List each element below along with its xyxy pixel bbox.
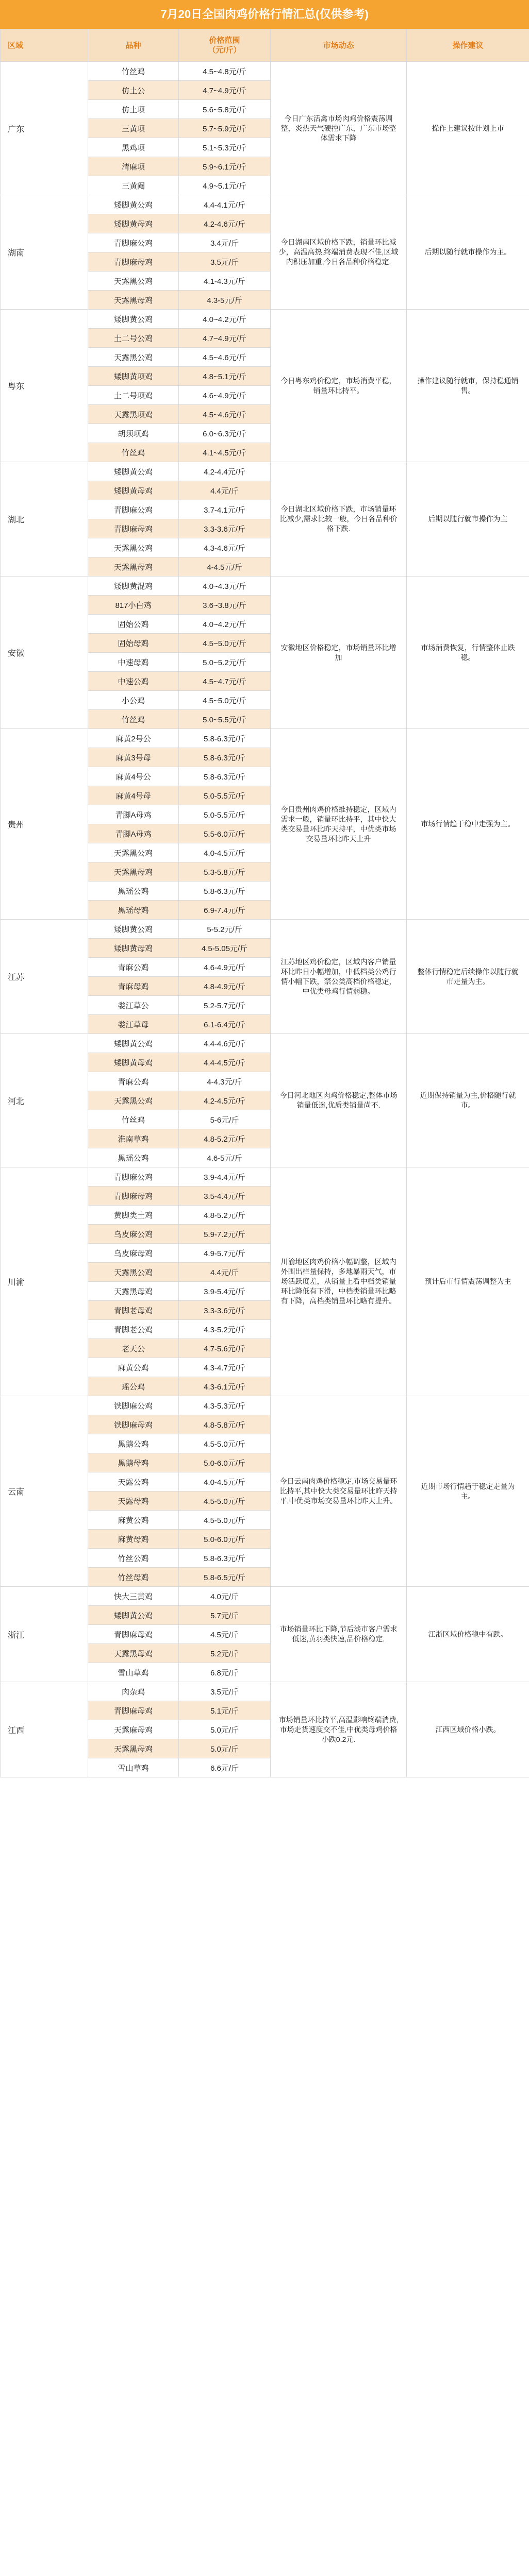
product-cell: 天露黑母鸡 [88, 557, 179, 577]
price-cell: 4.0元/斤 [179, 1587, 271, 1606]
product-cell: 土二号项鸡 [88, 386, 179, 405]
product-cell: 麻黄3号母 [88, 748, 179, 767]
price-cell: 4.2-4.6元/斤 [179, 214, 271, 233]
product-cell: 娄江草母 [88, 1015, 179, 1034]
price-cell: 4.5~4.6元/斤 [179, 405, 271, 424]
region-cell: 浙江 [1, 1587, 88, 1682]
product-cell: 矮脚黄公鸡 [88, 462, 179, 481]
advice-cell: 后期以随行就市操作为主 [407, 462, 529, 577]
product-cell: 乌皮麻公鸡 [88, 1225, 179, 1244]
market-trend-cell: 市场销量环比下降,节后淡市客户需求低迷,黄羽类快速,品价格稳定. [271, 1587, 407, 1682]
page-title: 7月20日全国肉鸡价格行情汇总(仅供参考) [0, 0, 529, 29]
table-row [1, 729, 529, 748]
price-cell: 5.8-6.5元/斤 [179, 1568, 271, 1587]
price-cell: 3.5元/斤 [179, 252, 271, 272]
product-cell: 天露黑母鸡 [88, 1644, 179, 1663]
table-header-row [1, 29, 529, 62]
header-region: 区域 [1, 29, 88, 62]
price-cell: 4.3-6.1元/斤 [179, 1377, 271, 1396]
price-cell: 3.3-3.6元/斤 [179, 519, 271, 538]
product-cell: 青脚A母鸡 [88, 824, 179, 843]
price-cell: 4.9-5.7元/斤 [179, 1244, 271, 1263]
price-cell: 4.7-5.6元/斤 [179, 1339, 271, 1358]
product-cell: 麻黄4号公 [88, 767, 179, 786]
product-cell: 三黄阉 [88, 176, 179, 195]
advice-cell: 江西区域价格小跌。 [407, 1682, 529, 1777]
product-cell: 青脚麻公鸡 [88, 233, 179, 252]
price-cell: 5.5-6.0元/斤 [179, 824, 271, 843]
price-cell: 4.4-4.6元/斤 [179, 1034, 271, 1053]
product-cell: 青脚老公鸡 [88, 1320, 179, 1339]
product-cell: 青脚麻母鸡 [88, 1187, 179, 1206]
market-trend-cell: 市场销量环比持平,高温影响终端消费,市场走货速度交不佳,中优类母鸡价格小跌0.2元. [271, 1682, 407, 1777]
table-row [1, 62, 529, 81]
table-row [1, 195, 529, 214]
product-cell: 固始母鸡 [88, 634, 179, 653]
price-cell: 4.8-5.8元/斤 [179, 1415, 271, 1434]
price-cell: 3.9-4.4元/斤 [179, 1167, 271, 1187]
product-cell: 矮脚黄混鸡 [88, 577, 179, 596]
price-cell: 5.7元/斤 [179, 1606, 271, 1625]
product-cell: 青脚老母鸡 [88, 1301, 179, 1320]
advice-cell: 整体行情稳定后续操作以随行就市走量为主。 [407, 920, 529, 1034]
price-cell: 6.0~6.3元/斤 [179, 424, 271, 443]
product-cell: 青麻公鸡 [88, 958, 179, 977]
product-cell: 矮脚黄公鸡 [88, 195, 179, 214]
price-cell: 4.3-4.7元/斤 [179, 1358, 271, 1377]
product-cell: 黄脚类土鸡 [88, 1206, 179, 1225]
product-cell: 天露母鸡 [88, 1492, 179, 1511]
price-cell: 5.2元/斤 [179, 1644, 271, 1663]
product-cell: 麻黄公鸡 [88, 1511, 179, 1530]
product-cell: 青脚麻公鸡 [88, 500, 179, 519]
price-cell: 5.0~5.2元/斤 [179, 653, 271, 672]
price-cell: 5.8-6.3元/斤 [179, 767, 271, 786]
price-cell: 5.8-6.3元/斤 [179, 729, 271, 748]
product-cell: 固始公鸡 [88, 615, 179, 634]
price-cell: 3.4元/斤 [179, 233, 271, 252]
table-row [1, 920, 529, 939]
price-cell: 4.5-5.0元/斤 [179, 1511, 271, 1530]
price-cell: 5.0-6.0元/斤 [179, 1530, 271, 1549]
region-cell: 湖南 [1, 195, 88, 310]
product-cell: 三黄项 [88, 119, 179, 138]
region-cell: 贵州 [1, 729, 88, 920]
price-cell: 5.8-6.3元/斤 [179, 882, 271, 901]
price-cell: 5.0元/斤 [179, 1739, 271, 1758]
table-row [1, 1167, 529, 1187]
product-cell: 黑瑶公鸡 [88, 882, 179, 901]
price-cell: 5.9-7.2元/斤 [179, 1225, 271, 1244]
region-cell: 江西 [1, 1682, 88, 1777]
product-cell: 817小白鸡 [88, 596, 179, 615]
price-cell: 4-4.5元/斤 [179, 557, 271, 577]
price-cell: 6.9-7.4元/斤 [179, 901, 271, 920]
product-cell: 麻黄4号母 [88, 786, 179, 805]
price-cell: 4.0-4.5元/斤 [179, 1472, 271, 1492]
market-trend-cell: 今日湖北区域价格下跌，市场销量环比减少,需求比较一般，今日各品种价格下跌. [271, 462, 407, 577]
price-cell: 6.1-6.4元/斤 [179, 1015, 271, 1034]
advice-cell: 近期保持销量为主,价格随行就市。 [407, 1034, 529, 1167]
table-row [1, 1034, 529, 1053]
region-cell: 粤东 [1, 310, 88, 462]
price-cell: 4.5-5.05元/斤 [179, 939, 271, 958]
price-cell: 5-6元/斤 [179, 1110, 271, 1129]
header-price-line2: （元/斤） [208, 46, 241, 55]
market-trend-cell: 川渝地区肉鸡价格小幅调整，区域内外围出栏量保持，多地暴雨天气，市场活跃度差，从销量上看中档类销量环比降低有下滑，中档类销量环比略有下降，高档类销量环比略有提升。 [271, 1167, 407, 1396]
product-cell: 竹丝鸡 [88, 710, 179, 729]
product-cell: 仿土公 [88, 81, 179, 100]
price-cell: 4.3-5.3元/斤 [179, 1396, 271, 1415]
product-cell: 竹丝鸡 [88, 62, 179, 81]
price-cell: 4.8~5.1元/斤 [179, 367, 271, 386]
table-row [1, 1396, 529, 1415]
market-trend-cell: 安徽地区价格稳定，市场销量环比增加 [271, 577, 407, 729]
price-cell: 5.6~5.8元/斤 [179, 100, 271, 119]
table-row [1, 462, 529, 481]
product-cell: 天露黑公鸡 [88, 348, 179, 367]
price-cell: 6.6元/斤 [179, 1758, 271, 1777]
product-cell: 黑鹅公鸡 [88, 1434, 179, 1453]
price-cell: 5.0元/斤 [179, 1720, 271, 1739]
region-cell: 湖北 [1, 462, 88, 577]
product-cell: 矮脚黄公鸡 [88, 1606, 179, 1625]
product-cell: 天露黑公鸡 [88, 843, 179, 862]
advice-cell: 预计后市行情震荡调整为主 [407, 1167, 529, 1396]
price-cell: 5.0-6.0元/斤 [179, 1453, 271, 1472]
product-cell: 竹丝鸡 [88, 1110, 179, 1129]
product-cell: 瑶公鸡 [88, 1377, 179, 1396]
price-cell: 4.5~4.6元/斤 [179, 348, 271, 367]
market-trend-cell: 今日贵州肉鸡价格维持稳定，区域内需求一般，销量环比持平，其中快大类交易量环比昨天持平，中优类市场交易量环比昨天上升 [271, 729, 407, 920]
price-cell: 4.8-5.2元/斤 [179, 1206, 271, 1225]
advice-cell: 市场消费恢复，行情整体止跌稳。 [407, 577, 529, 729]
price-cell: 4.0~4.2元/斤 [179, 615, 271, 634]
region-cell: 江苏 [1, 920, 88, 1034]
product-cell: 天露黑母鸡 [88, 1739, 179, 1758]
market-trend-cell: 今日河北地区肉鸡价格稳定,整体市场销量低迷,优质类销量尚不. [271, 1034, 407, 1167]
product-cell: 麻黄公鸡 [88, 1358, 179, 1377]
price-cell: 4.7~4.9元/斤 [179, 81, 271, 100]
product-cell: 天露黑项鸡 [88, 405, 179, 424]
product-cell: 黑鸡项 [88, 138, 179, 157]
product-cell: 青脚麻母鸡 [88, 252, 179, 272]
product-cell: 老天公 [88, 1339, 179, 1358]
advice-cell: 后期以随行就市操作为主。 [407, 195, 529, 310]
price-cell: 3.6~3.8元/斤 [179, 596, 271, 615]
price-cell: 4.0~4.2元/斤 [179, 310, 271, 329]
product-cell: 天露黑母鸡 [88, 1282, 179, 1301]
price-cell: 4.5~5.0元/斤 [179, 634, 271, 653]
price-cell: 4.5~4.8元/斤 [179, 62, 271, 81]
table-body [1, 62, 529, 1777]
price-cell: 4.4-4.5元/斤 [179, 1053, 271, 1072]
price-cell: 5.0-5.5元/斤 [179, 805, 271, 824]
price-cell: 4.0-4.5元/斤 [179, 843, 271, 862]
product-cell: 土二号公鸡 [88, 329, 179, 348]
product-cell: 雪山草鸡 [88, 1663, 179, 1682]
price-cell: 3.9-5.4元/斤 [179, 1282, 271, 1301]
header-market: 市场动态 [271, 29, 407, 62]
price-cell: 5.8-6.3元/斤 [179, 1549, 271, 1568]
price-cell: 4.3-4.6元/斤 [179, 538, 271, 557]
product-cell: 矮脚黄公鸡 [88, 310, 179, 329]
region-cell: 云南 [1, 1396, 88, 1587]
product-cell: 青麻公鸡 [88, 1072, 179, 1091]
header-advice: 操作建议 [407, 29, 529, 62]
price-cell: 3.5-4.4元/斤 [179, 1187, 271, 1206]
product-cell: 矮脚黄公鸡 [88, 920, 179, 939]
price-cell: 4.6-4.9元/斤 [179, 958, 271, 977]
market-trend-cell: 今日湖南区域价格下跌，销量环比减少，高温高热,终端消费表现不佳,区域内积压加重,今日各品种价格稳定. [271, 195, 407, 310]
product-cell: 天露黑公鸡 [88, 272, 179, 291]
table-row [1, 1587, 529, 1606]
product-cell: 中速母鸡 [88, 653, 179, 672]
product-cell: 中速公鸡 [88, 672, 179, 691]
price-cell: 4.8-5.2元/斤 [179, 1129, 271, 1148]
price-cell: 4.6-5元/斤 [179, 1148, 271, 1167]
product-cell: 小公鸡 [88, 691, 179, 710]
price-cell: 4.3-5元/斤 [179, 291, 271, 310]
product-cell: 矮脚黄母鸡 [88, 939, 179, 958]
price-cell: 4.5-5.0元/斤 [179, 1492, 271, 1511]
price-cell: 4.1~4.5元/斤 [179, 443, 271, 462]
product-cell: 青脚麻公鸡 [88, 1167, 179, 1187]
advice-cell: 操作建议随行就市，保持稳通销售。 [407, 310, 529, 462]
price-cell: 4-4.3元/斤 [179, 1072, 271, 1091]
product-cell: 竹丝鸡 [88, 443, 179, 462]
product-cell: 天露黑公鸡 [88, 1263, 179, 1282]
header-product: 品种 [88, 29, 179, 62]
price-cell: 3.5元/斤 [179, 1682, 271, 1701]
region-cell: 川渝 [1, 1167, 88, 1396]
product-cell: 娄江草公 [88, 996, 179, 1015]
price-cell: 4.2-4.5元/斤 [179, 1091, 271, 1110]
product-cell: 铁脚麻母鸡 [88, 1415, 179, 1434]
table-row [1, 310, 529, 329]
product-cell: 雪山草鸡 [88, 1758, 179, 1777]
market-trend-cell: 今日粤东鸡价稳定，市场消费平稳，销量环比持平。 [271, 310, 407, 462]
region-cell: 安徽 [1, 577, 88, 729]
price-cell: 4.9~5.1元/斤 [179, 176, 271, 195]
product-cell: 天露黑公鸡 [88, 538, 179, 557]
price-cell: 5.8-6.3元/斤 [179, 748, 271, 767]
price-cell: 5-5.2元/斤 [179, 920, 271, 939]
price-cell: 5.0-5.5元/斤 [179, 786, 271, 805]
price-cell: 5.2-5.7元/斤 [179, 996, 271, 1015]
product-cell: 黑瑶母鸡 [88, 901, 179, 920]
price-cell: 4.4-4.1元/斤 [179, 195, 271, 214]
product-cell: 青脚麻母鸡 [88, 519, 179, 538]
product-cell: 天露公鸡 [88, 1472, 179, 1492]
price-cell: 4.5~5.0元/斤 [179, 691, 271, 710]
product-cell: 竹丝母鸡 [88, 1568, 179, 1587]
price-cell: 3.3-3.6元/斤 [179, 1301, 271, 1320]
product-cell: 胡须项鸡 [88, 424, 179, 443]
product-cell: 清麻项 [88, 157, 179, 176]
product-cell: 肉杂鸡 [88, 1682, 179, 1701]
product-cell: 青脚麻母鸡 [88, 1625, 179, 1644]
price-cell: 4.5元/斤 [179, 1625, 271, 1644]
product-cell: 天露黑公鸡 [88, 1091, 179, 1110]
header-price [179, 29, 271, 62]
market-trend-cell: 今日云南肉鸡价格稳定,市场交易量环比持平,其中快大类交易量环比昨天持平,中优类市场交易量环比昨天上升。 [271, 1396, 407, 1587]
price-cell: 4.6~4.9元/斤 [179, 386, 271, 405]
price-cell: 5.7~5.9元/斤 [179, 119, 271, 138]
product-cell: 矮脚黄公鸡 [88, 1034, 179, 1053]
region-cell: 广东 [1, 62, 88, 195]
price-cell: 6.8元/斤 [179, 1663, 271, 1682]
price-cell: 4.4元/斤 [179, 481, 271, 500]
product-cell: 快大三黄鸡 [88, 1587, 179, 1606]
price-cell: 4.0~4.3元/斤 [179, 577, 271, 596]
table-row [1, 577, 529, 596]
price-cell: 5.3-5.8元/斤 [179, 862, 271, 882]
product-cell: 矮脚黄母鸡 [88, 481, 179, 500]
product-cell: 麻黄母鸡 [88, 1530, 179, 1549]
product-cell: 黑瑶公鸡 [88, 1148, 179, 1167]
table-row [1, 1682, 529, 1701]
product-cell: 仿土项 [88, 100, 179, 119]
product-cell: 天露黑母鸡 [88, 291, 179, 310]
price-cell: 4.1-4.3元/斤 [179, 272, 271, 291]
product-cell: 竹丝公鸡 [88, 1549, 179, 1568]
price-cell: 3.7-4.1元/斤 [179, 500, 271, 519]
market-trend-cell: 今日广东活禽市场肉鸡价格震荡调整，炎热天气硬控广东，广东市场整体需求下降 [271, 62, 407, 195]
product-cell: 矮脚黄母鸡 [88, 1053, 179, 1072]
price-cell: 4.3-5.2元/斤 [179, 1320, 271, 1339]
product-cell: 天露麻母鸡 [88, 1720, 179, 1739]
product-cell: 天露黑母鸡 [88, 862, 179, 882]
price-cell: 4.5-5.0元/斤 [179, 1434, 271, 1453]
product-cell: 淮南草鸡 [88, 1129, 179, 1148]
price-cell: 5.1~5.3元/斤 [179, 138, 271, 157]
product-cell: 青脚A母鸡 [88, 805, 179, 824]
price-table [0, 29, 529, 1777]
product-cell: 铁脚麻公鸡 [88, 1396, 179, 1415]
price-cell: 4.8-4.9元/斤 [179, 977, 271, 996]
product-cell: 乌皮麻母鸡 [88, 1244, 179, 1263]
advice-cell: 市场行情趋于稳中走强为主。 [407, 729, 529, 920]
product-cell: 矮脚黄母鸡 [88, 214, 179, 233]
advice-cell: 近期市场行情趋于稳定走量为主。 [407, 1396, 529, 1587]
price-cell: 4.7~4.9元/斤 [179, 329, 271, 348]
price-cell: 5.1元/斤 [179, 1701, 271, 1720]
product-cell: 青脚麻母鸡 [88, 1701, 179, 1720]
product-cell: 青麻母鸡 [88, 977, 179, 996]
region-cell: 河北 [1, 1034, 88, 1167]
product-cell: 矮脚黄项鸡 [88, 367, 179, 386]
advice-cell: 操作上建议按计划上市 [407, 62, 529, 195]
price-cell: 4.4元/斤 [179, 1263, 271, 1282]
header-price-line1: 价格范围 [209, 36, 240, 45]
product-cell: 黑鹅母鸡 [88, 1453, 179, 1472]
product-cell: 麻黄2号公 [88, 729, 179, 748]
market-trend-cell: 江苏地区鸡价稳定，区域内客户销量环比昨日小幅增加，中低档类公鸡行情小幅下跌，禁公类高档价格稳定，中优类母鸡行情弱稳。 [271, 920, 407, 1034]
advice-cell: 江浙区域价格稳中有跌。 [407, 1587, 529, 1682]
price-cell: 4.5~4.7元/斤 [179, 672, 271, 691]
price-cell: 5.9~6.1元/斤 [179, 157, 271, 176]
price-cell: 5.0~5.5元/斤 [179, 710, 271, 729]
price-cell: 4.2-4.4元/斤 [179, 462, 271, 481]
